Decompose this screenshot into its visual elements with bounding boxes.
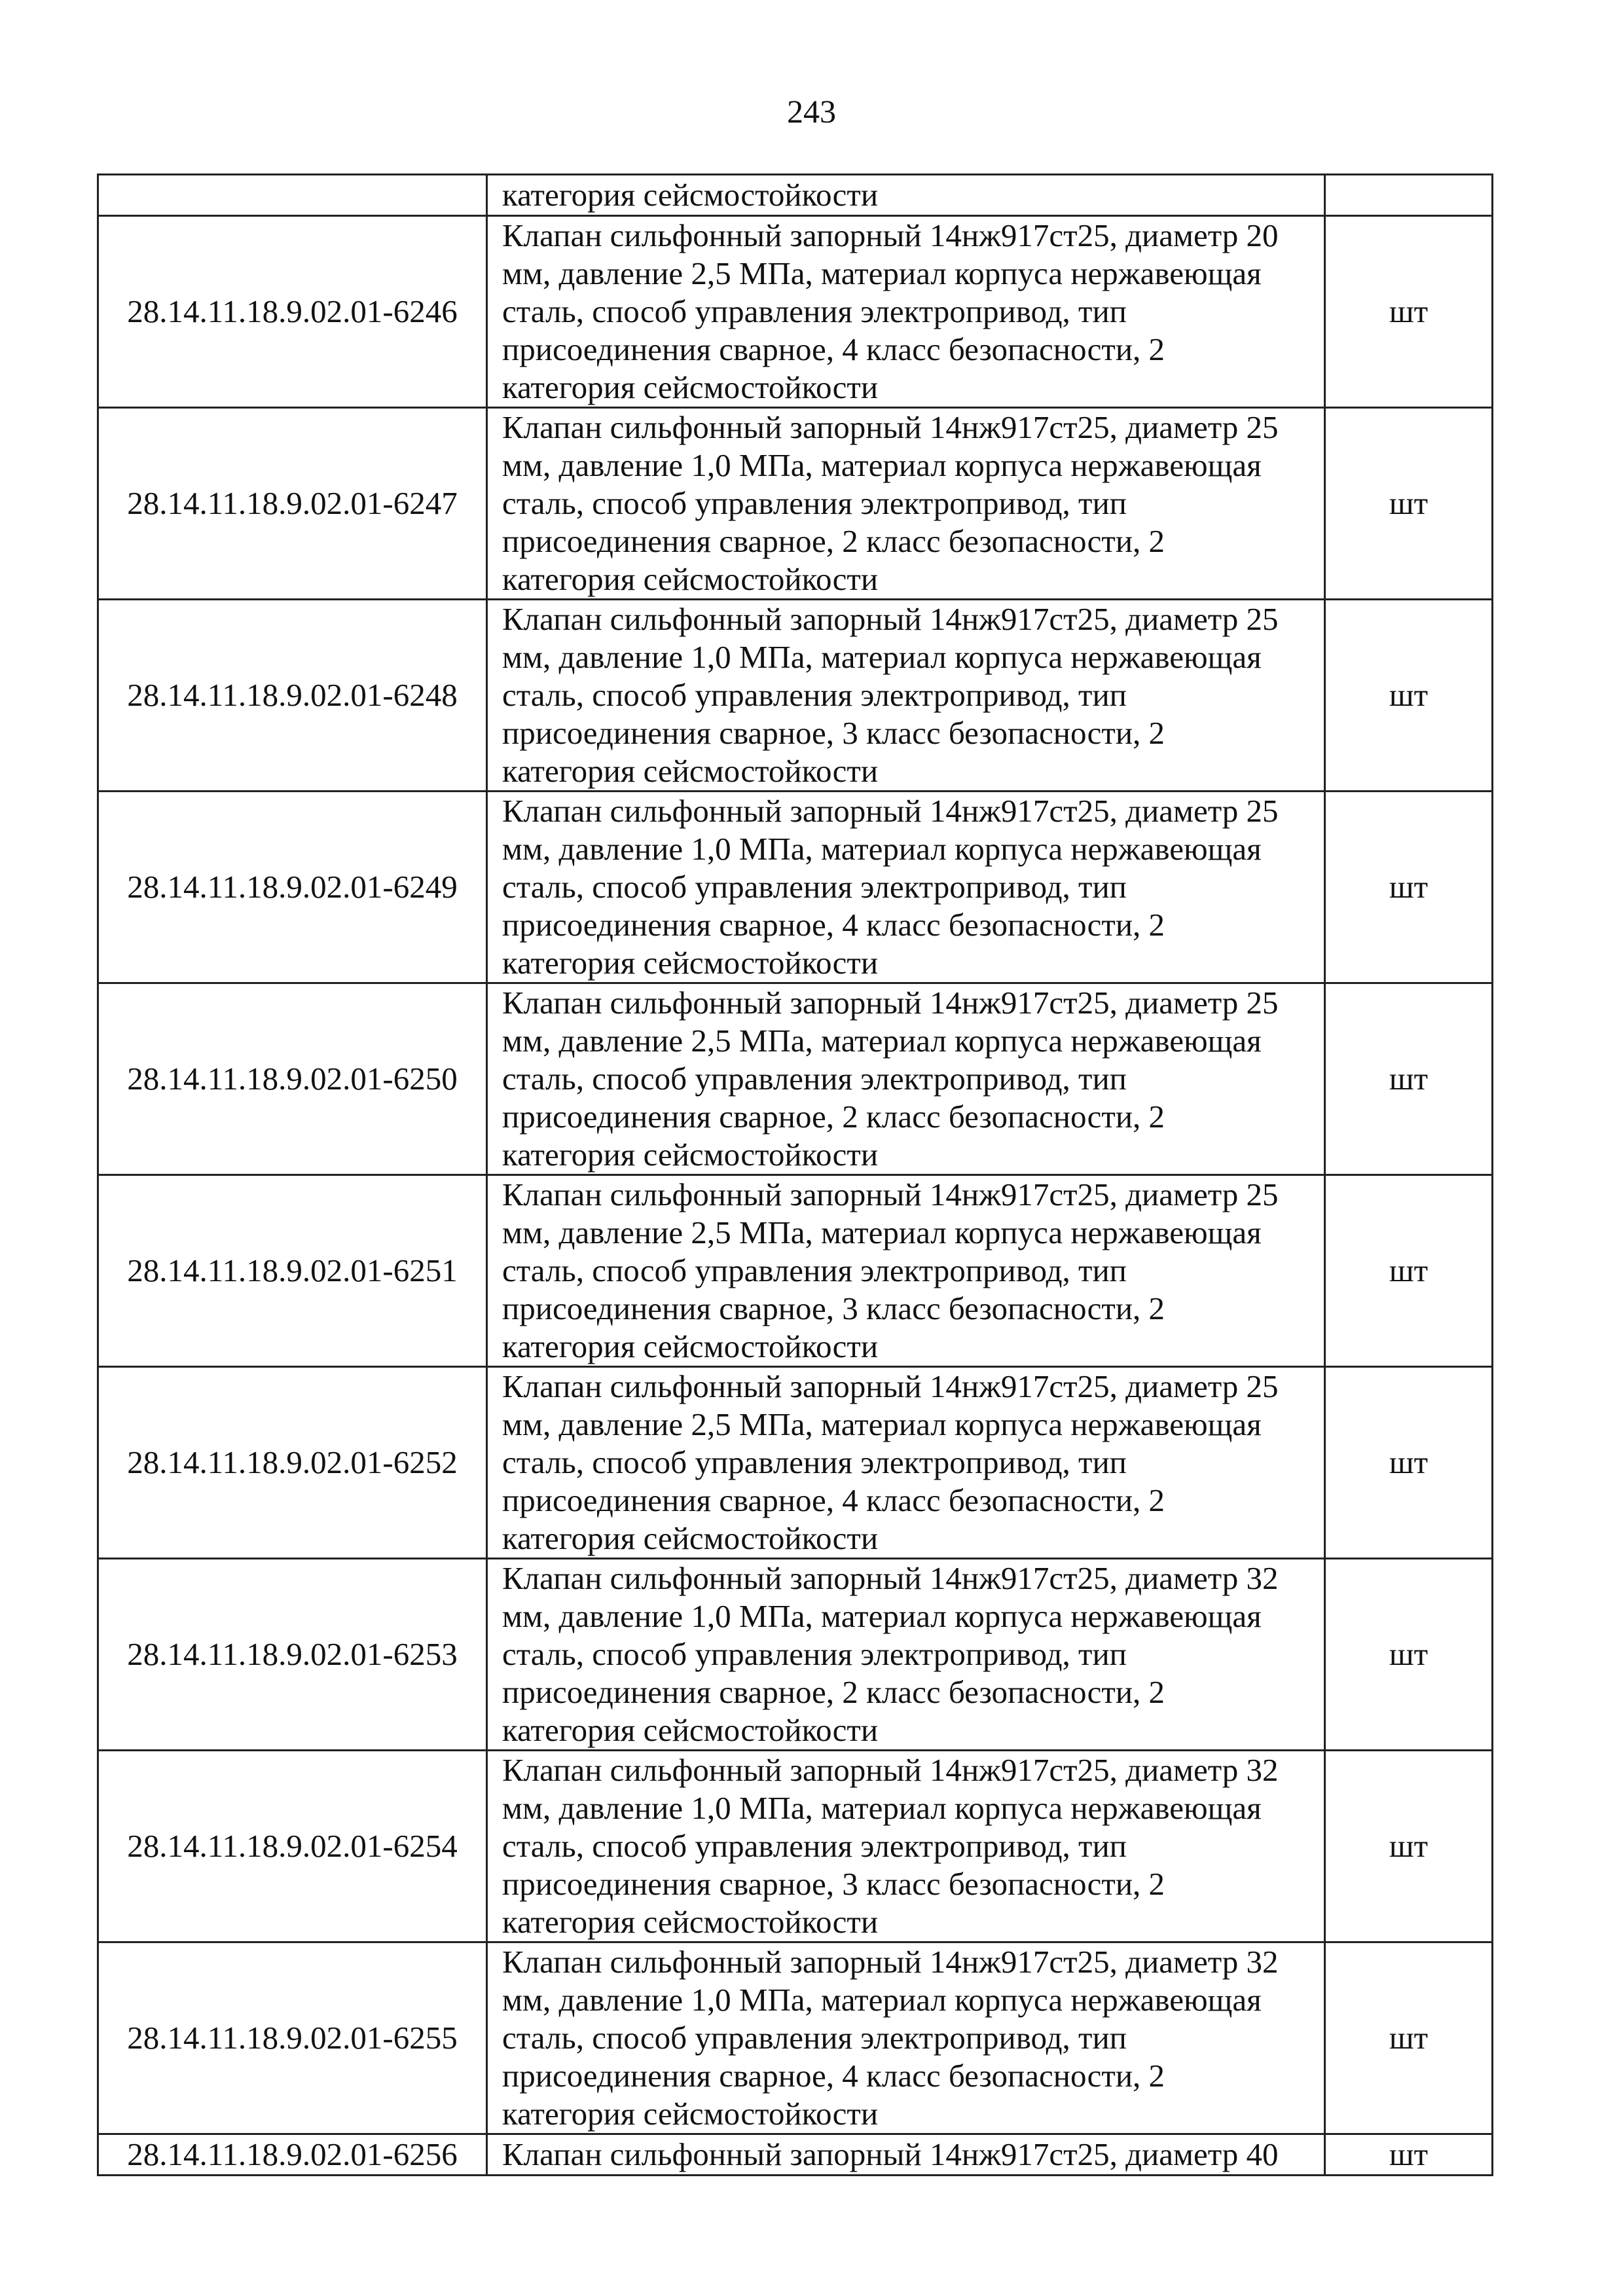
description-cell: Клапан сильфонный запорный 14нж917ст25, диаметр 32 мм, давление 1,0 МПа, материал корпуса нержавеющая сталь, способ управления электропривод, тип присоединения сварное, 3 класс безопасности, 2 категория сейсмостойкости bbox=[487, 1751, 1325, 1942]
unit-cell: шт bbox=[1325, 1175, 1493, 1367]
description-cell: Клапан сильфонный запорный 14нж917ст25, диаметр 25 мм, давление 1,0 МПа, материал корпуса нержавеющая сталь, способ управления электропривод, тип присоединения сварное, 4 класс безопасности, 2 категория сейсмостойкости bbox=[487, 792, 1325, 983]
table-row bbox=[98, 983, 1493, 1175]
table-row bbox=[98, 792, 1493, 983]
code-cell bbox=[98, 175, 487, 216]
table-body bbox=[98, 175, 1493, 2176]
description-cell: Клапан сильфонный запорный 14нж917ст25, диаметр 25 мм, давление 1,0 МПа, материал корпуса нержавеющая сталь, способ управления электропривод, тип присоединения сварное, 3 класс безопасности, 2 категория сейсмостойкости bbox=[487, 600, 1325, 792]
code-cell: 28.14.11.18.9.02.01-6256 bbox=[98, 2134, 487, 2176]
table-row bbox=[98, 216, 1493, 408]
description-cell: Клапан сильфонный запорный 14нж917ст25, диаметр 25 мм, давление 1,0 МПа, материал корпуса нержавеющая сталь, способ управления электропривод, тип присоединения сварное, 2 класс безопасности, 2 категория сейсмостойкости bbox=[487, 408, 1325, 600]
code-cell: 28.14.11.18.9.02.01-6249 bbox=[98, 792, 487, 983]
description-cell: Клапан сильфонный запорный 14нж917ст25, диаметр 32 мм, давление 1,0 МПа, материал корпуса нержавеющая сталь, способ управления электропривод, тип присоединения сварное, 2 класс безопасности, 2 категория сейсмостойкости bbox=[487, 1559, 1325, 1751]
table-row bbox=[98, 1367, 1493, 1559]
table-row bbox=[98, 1175, 1493, 1367]
table-row bbox=[98, 408, 1493, 600]
unit-cell: шт bbox=[1325, 983, 1493, 1175]
unit-cell: шт bbox=[1325, 1367, 1493, 1559]
description-cell: Клапан сильфонный запорный 14нж917ст25, диаметр 25 мм, давление 2,5 МПа, материал корпуса нержавеющая сталь, способ управления электропривод, тип присоединения сварное, 2 класс безопасности, 2 категория сейсмостойкости bbox=[487, 983, 1325, 1175]
table-row-last bbox=[98, 2134, 1493, 2176]
code-cell: 28.14.11.18.9.02.01-6246 bbox=[98, 216, 487, 408]
description-cell: Клапан сильфонный запорный 14нж917ст25, диаметр 40 bbox=[487, 2134, 1325, 2176]
code-cell: 28.14.11.18.9.02.01-6250 bbox=[98, 983, 487, 1175]
table-row bbox=[98, 1942, 1493, 2134]
unit-cell: шт bbox=[1325, 1942, 1493, 2134]
code-cell: 28.14.11.18.9.02.01-6252 bbox=[98, 1367, 487, 1559]
code-cell: 28.14.11.18.9.02.01-6247 bbox=[98, 408, 487, 600]
code-cell: 28.14.11.18.9.02.01-6254 bbox=[98, 1751, 487, 1942]
table-row bbox=[98, 600, 1493, 792]
page-number: 243 bbox=[787, 93, 836, 130]
code-cell: 28.14.11.18.9.02.01-6248 bbox=[98, 600, 487, 792]
description-cell: Клапан сильфонный запорный 14нж917ст25, диаметр 20 мм, давление 2,5 МПа, материал корпуса нержавеющая сталь, способ управления электропривод, тип присоединения сварное, 4 класс безопасности, 2 категория сейсмостойкости bbox=[487, 216, 1325, 408]
description-cell: Клапан сильфонный запорный 14нж917ст25, диаметр 25 мм, давление 2,5 МПа, материал корпуса нержавеющая сталь, способ управления электропривод, тип присоединения сварное, 3 класс безопасности, 2 категория сейсмостойкости bbox=[487, 1175, 1325, 1367]
description-cell: Клапан сильфонный запорный 14нж917ст25, диаметр 25 мм, давление 2,5 МПа, материал корпуса нержавеющая сталь, способ управления электропривод, тип присоединения сварное, 4 класс безопасности, 2 категория сейсмостойкости bbox=[487, 1367, 1325, 1559]
unit-cell: шт bbox=[1325, 792, 1493, 983]
description-cell: категория сейсмостойкости bbox=[487, 175, 1325, 216]
code-cell: 28.14.11.18.9.02.01-6251 bbox=[98, 1175, 487, 1367]
table-row bbox=[98, 1559, 1493, 1751]
table-row-continuation bbox=[98, 175, 1493, 216]
description-cell: Клапан сильфонный запорный 14нж917ст25, диаметр 32 мм, давление 1,0 МПа, материал корпуса нержавеющая сталь, способ управления электропривод, тип присоединения сварное, 4 класс безопасности, 2 категория сейсмостойкости bbox=[487, 1942, 1325, 2134]
unit-cell: шт bbox=[1325, 1751, 1493, 1942]
resource-table bbox=[97, 173, 1493, 2176]
code-cell: 28.14.11.18.9.02.01-6253 bbox=[98, 1559, 487, 1751]
unit-cell: шт bbox=[1325, 1559, 1493, 1751]
unit-cell: шт bbox=[1325, 2134, 1493, 2176]
unit-cell: шт bbox=[1325, 408, 1493, 600]
unit-cell bbox=[1325, 175, 1493, 216]
table-row bbox=[98, 1751, 1493, 1942]
unit-cell: шт bbox=[1325, 216, 1493, 408]
code-cell: 28.14.11.18.9.02.01-6255 bbox=[98, 1942, 487, 2134]
unit-cell: шт bbox=[1325, 600, 1493, 792]
